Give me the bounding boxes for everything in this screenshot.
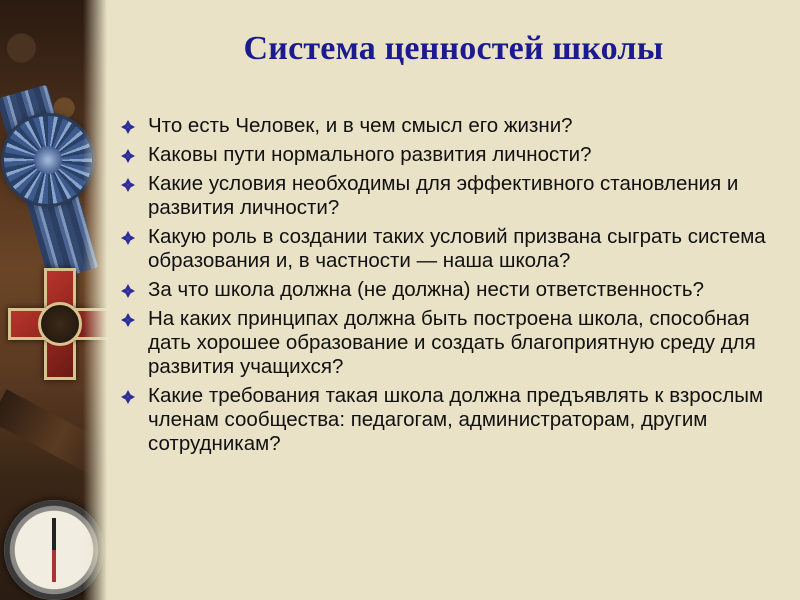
leather-strap-decoration [0, 389, 107, 487]
bullet-text: Какую роль в создании таких условий призвана сыграть система образования и, в частности — наша школа? [148, 225, 766, 272]
order-cross-decoration [8, 268, 107, 378]
bullet-list [120, 114, 775, 461]
bullet-item [120, 278, 775, 302]
diamond-bullet-icon [120, 148, 136, 164]
bullet-item [120, 114, 775, 138]
bullet-text: Каковы пути нормального развития личности? [148, 143, 592, 166]
diamond-bullet-icon [120, 312, 136, 328]
diamond-bullet-icon [120, 177, 136, 193]
diamond-bullet-icon [120, 119, 136, 135]
compass-icon [4, 500, 104, 600]
diamond-bullet-icon [120, 283, 136, 299]
bullet-item [120, 225, 775, 273]
bullet-text: Что есть Человек, и в чем смысл его жизни? [148, 114, 573, 137]
bullet-item [120, 307, 775, 379]
diamond-bullet-icon [120, 389, 136, 405]
bullet-text: Какие требования такая школа должна предъявлять к взрослым членам сообщества: педагогам, администраторам, другим сотрудникам? [148, 384, 764, 455]
bullet-item [120, 143, 775, 167]
bullet-text: Какие условия необходимы для эффективного становления и развития личности? [148, 172, 739, 219]
bullet-text: На каких принципах должна быть построена школа, способная дать хорошее образование и создать благоприятную среду для развития учащихся? [148, 307, 756, 378]
rosette-decoration [4, 116, 92, 204]
slide-title: Система ценностей школы [243, 30, 664, 67]
bullet-item [120, 384, 775, 456]
bullet-item [120, 172, 775, 220]
bullet-text: За что школа должна (не должна) нести ответственность? [148, 278, 705, 301]
diamond-bullet-icon [120, 230, 136, 246]
decorative-medals-image [0, 0, 107, 600]
